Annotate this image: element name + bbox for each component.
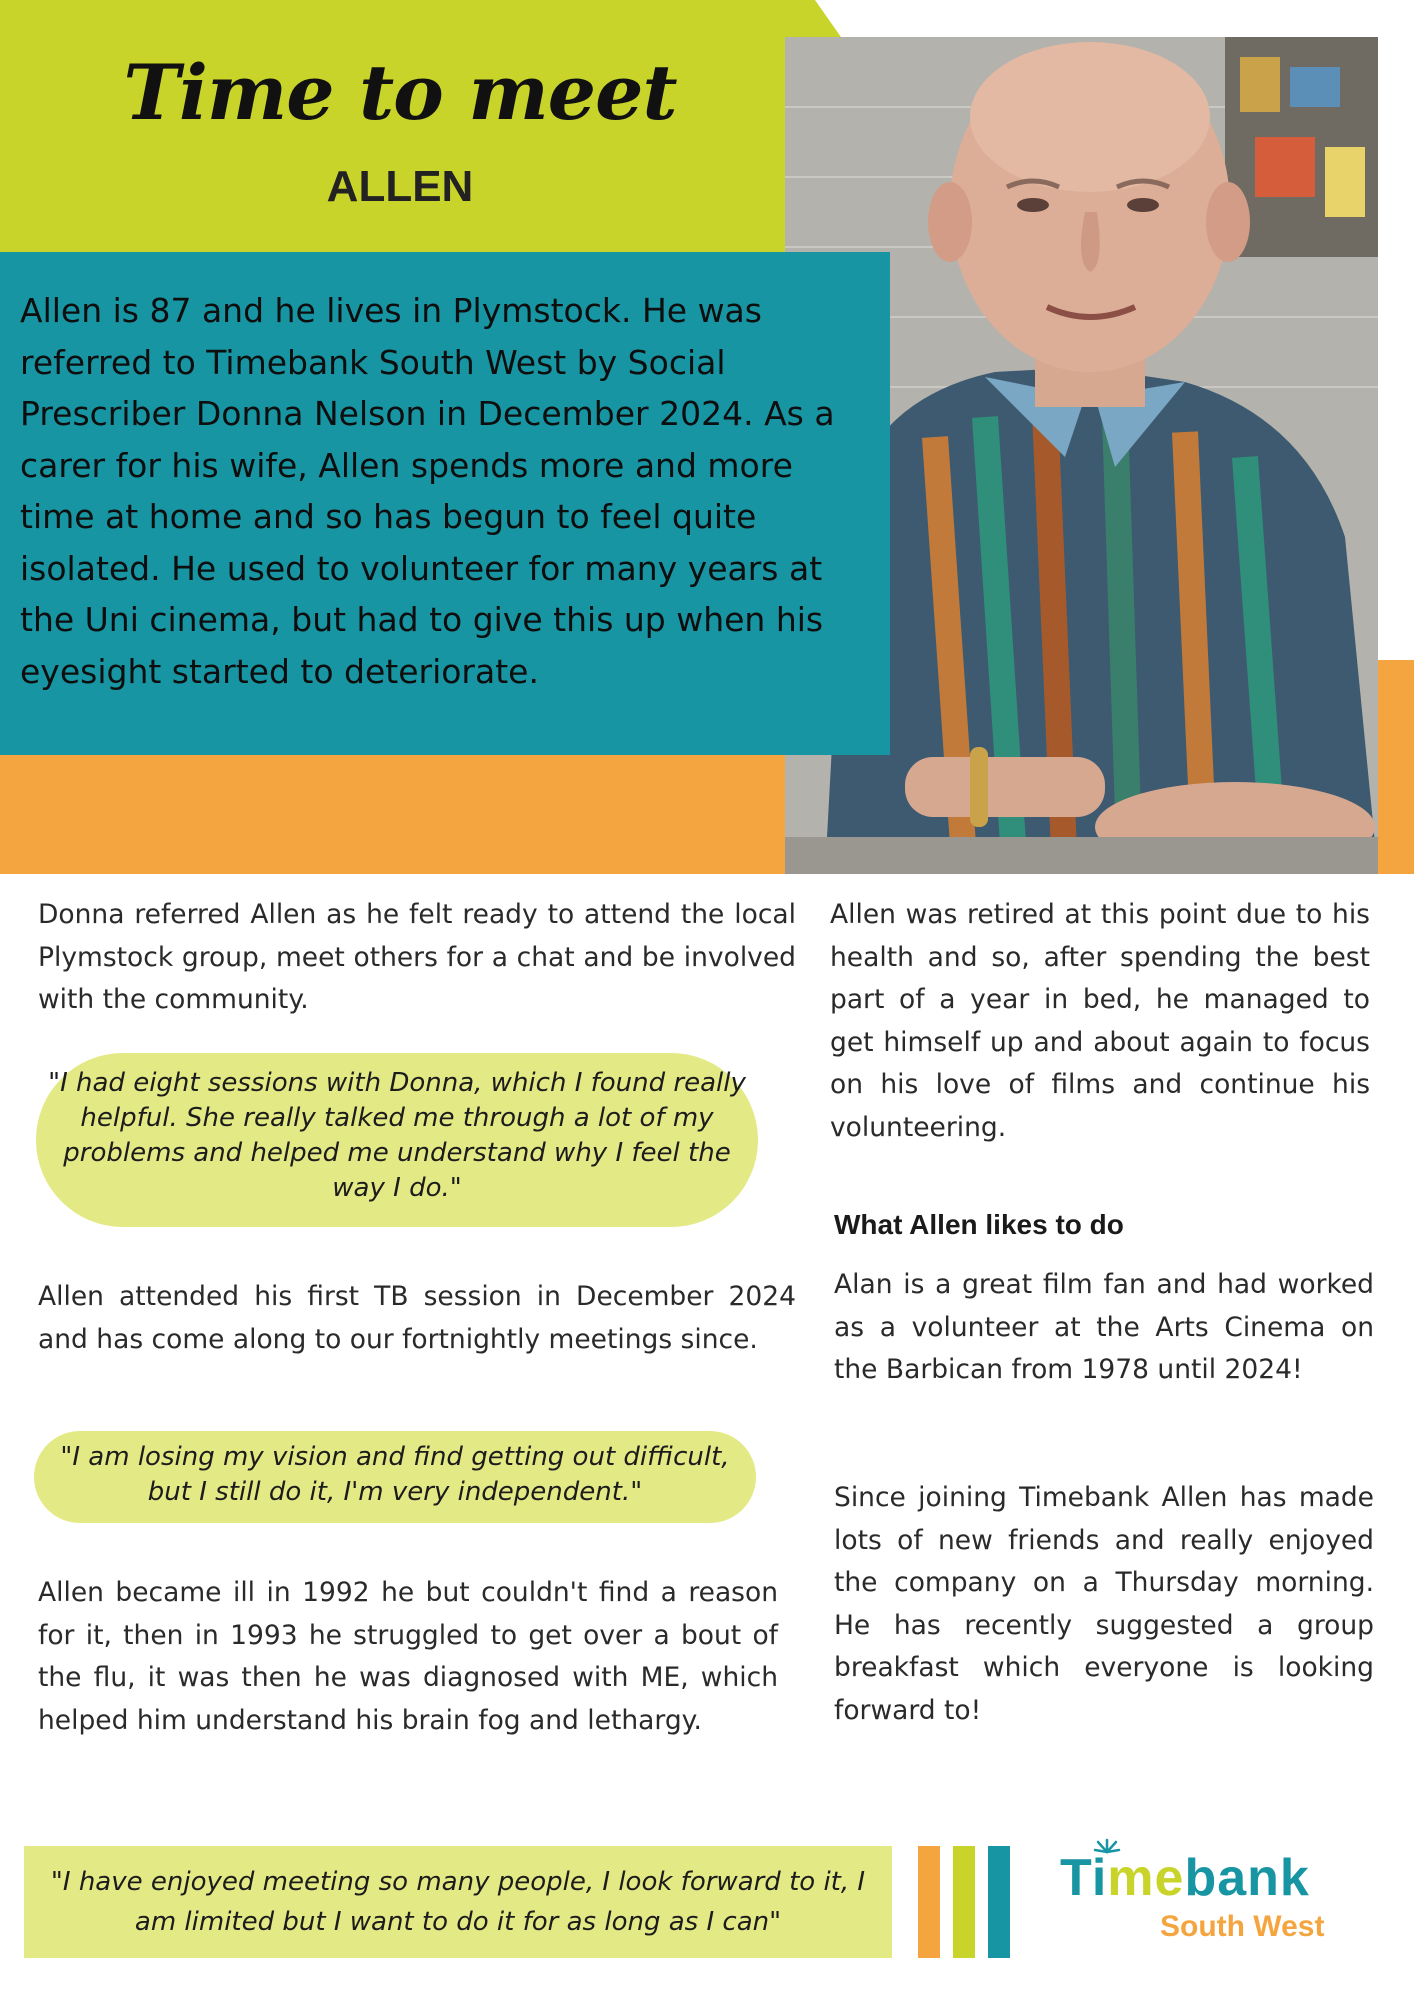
page-title-script: Time to meet [123, 48, 677, 137]
logo-subtitle: South West [1160, 1910, 1325, 1943]
orange-accent-band [0, 752, 785, 874]
quote-2-text: "I am losing my vision and find getting out difficult, but I still do it, I'm very independent." [60, 1442, 730, 1507]
left-paragraph-2: Allen attended his first TB session in December 2024 and has come along to our fortnightly meetings since. [38, 1281, 796, 1355]
right-paragraph-2: Alan is a great film fan and had worked as a volunteer at the Arts Cinema on the Barbican from 1978 until 2024! [834, 1269, 1374, 1385]
logo-wordmark [1060, 1849, 1310, 1907]
page-title-name: ALLEN [326, 162, 474, 211]
left-paragraph-3: Allen became ill in 1992 he but couldn't find a reason for it, then in 1993 he struggled to get over a bout of the flu, it was then he was diagnosed with ME, which helped him understand his brain fog and lethargy. [38, 1577, 778, 1736]
logo-bar-lime [953, 1846, 975, 1958]
footer-quote-text: "I have enjoyed meeting so many people, I look forward to it, I am limited but I want to do it for as long as I can" [50, 1867, 866, 1937]
left-paragraph-1: Donna referred Allen as he felt ready to attend the local Plymstock group, meet others for a chat and be involved with the community. [38, 899, 796, 1015]
logo-bar-teal [988, 1846, 1010, 1958]
logo-word-ti: Ti [1060, 1849, 1108, 1907]
intro-text: Allen is 87 and he lives in Plymstock. He was referred to Timebank South West by Social Prescriber Donna Nelson in December 2024. As a carer for his wife, Allen spends more and more time at home and so has begun to feel quite isolated. He used to volunteer for many years at the Uni cinema, but had to give this up when his eyesight started to deteriorate. [20, 291, 835, 691]
logo-bar-orange [918, 1846, 940, 1958]
orange-accent-strip [1378, 660, 1414, 874]
logo-word-bank: bank [1184, 1849, 1310, 1907]
section-heading-likes: What Allen likes to do [834, 1209, 1124, 1240]
logo-word-me: me [1107, 1849, 1185, 1907]
quote-1-text: "I had eight sessions with Donna, which I found really helpful. She really talked me through a lot of my problems and helped me understand why I feel the way I do." [48, 1068, 746, 1203]
right-paragraph-1: Allen was retired at this point due to his health and so, after spending the best part of a year in bed, he managed to get himself up and about again to focus on his love of films and continue his volunteering. [830, 899, 1370, 1143]
right-paragraph-3: Since joining Timebank Allen has made lots of new friends and really enjoyed the company on a Thursday morning. He has recently suggested a group breakfast which everyone is looking forward to! [834, 1482, 1374, 1726]
